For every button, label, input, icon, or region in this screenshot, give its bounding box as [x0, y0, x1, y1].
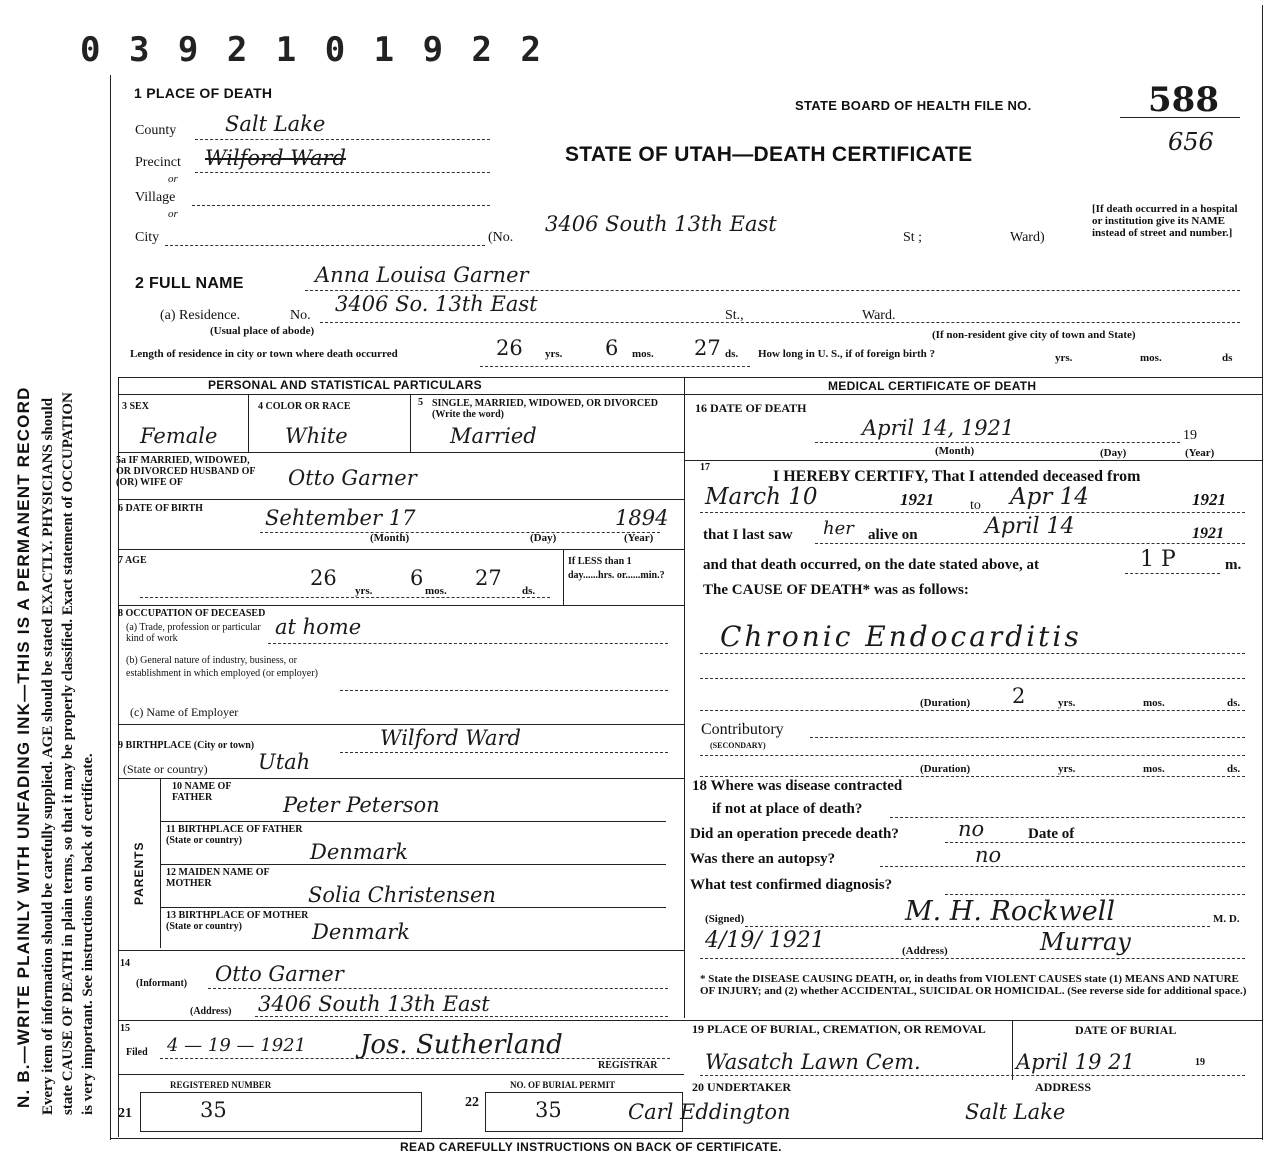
precinct-label: Precinct	[135, 155, 181, 170]
reg-number-value: 35	[200, 1098, 227, 1122]
village-label: Village	[135, 190, 176, 205]
length-ds: 27	[694, 336, 721, 360]
full-name-line	[305, 290, 1240, 291]
residence-st-label: St.,	[725, 308, 744, 323]
row-sex-bottom	[118, 452, 684, 453]
file-no-label: STATE BOARD OF HEALTH FILE NO.	[795, 98, 1032, 113]
cause-duration-yrs: 2	[1012, 684, 1026, 708]
occupation-c-label: (c) Name of Employer	[130, 705, 239, 719]
death-month-label: (Month)	[935, 445, 975, 457]
occupation-b-line	[340, 690, 668, 691]
secondary-label: (SECONDARY)	[710, 741, 766, 750]
last-saw-pronoun: her	[823, 518, 854, 539]
occupation-line	[268, 643, 668, 644]
burial-permit-label: NO. OF BURIAL PERMIT	[510, 1080, 616, 1090]
dob-year-label: (Year)	[624, 532, 654, 544]
informant-address-label: (Address)	[190, 1006, 232, 1017]
sex-value: Female	[140, 424, 218, 448]
filed-label: Filed	[126, 1047, 148, 1058]
length-yrs-label: yrs.	[545, 348, 563, 360]
footer-instructions: READ CAREFULLY INSTRUCTIONS ON BACK OF CERTIFICATE.	[400, 1140, 782, 1154]
age-label: 7 AGE	[118, 555, 147, 566]
death-m-label: m.	[1225, 557, 1242, 573]
length-line	[480, 366, 750, 367]
row-death-bottom	[684, 460, 1262, 461]
marital-label: SINGLE, MARRIED, WIDOWED, OR DIVORCED (Write the word)	[432, 398, 659, 420]
center-divider	[684, 378, 685, 1018]
spouse-label: 5a IF MARRIED, WIDOWED, OR DIVORCED HUSBAND OF (OR) WIFE OF	[116, 455, 256, 488]
burial-place-label: 19 PLACE OF BURIAL, CREMATION, OR REMOVAL	[692, 1022, 986, 1036]
date-of-death-19: 19	[1183, 428, 1197, 443]
length-mos-label: mos.	[632, 348, 654, 360]
frame-left	[110, 75, 111, 1140]
cause-line-2	[700, 678, 1245, 679]
attended-from-year: 1921	[900, 490, 934, 509]
or-label-1: or	[168, 173, 178, 185]
burial-divider	[1012, 1020, 1013, 1080]
contrib-duration-label: (Duration)	[920, 763, 971, 775]
mother-birthplace-value: Denmark	[312, 920, 410, 944]
hospital-note: [If death occurred in a hospital or institution give its NAME instead of street and number.]	[1092, 203, 1238, 239]
side-instructions-2: state CAUSE OF DEATH in plain terms, so that it may be properly classified. Exact statement of OCCUPATION	[60, 392, 76, 1115]
place-of-death-label: 1 PLACE OF DEATH	[134, 85, 273, 101]
not-at-place-label: if not at place of death?	[712, 801, 863, 817]
row-birthplace-bottom	[118, 778, 684, 779]
father-label: 10 NAME OF FATHER	[172, 781, 232, 803]
how-long-yrs: yrs.	[1055, 352, 1073, 364]
last-saw-date: April 14	[985, 514, 1075, 539]
md-label: M. D.	[1213, 913, 1240, 925]
autopsy-label: Was there an autopsy?	[690, 851, 836, 867]
county-label: County	[135, 123, 177, 138]
cause-ds-label: ds.	[1227, 697, 1241, 709]
precinct-line	[195, 172, 490, 173]
autopsy-value: no	[975, 843, 1002, 867]
burial-date-label: DATE OF BURIAL	[1075, 1023, 1177, 1037]
date-of-label: Date of	[1028, 826, 1075, 842]
row-filed-bottom	[118, 1074, 684, 1075]
father-birthplace-label: 11 BIRTHPLACE OF FATHER (State or country)	[166, 824, 303, 846]
birthplace-label: 9 BIRTHPLACE (City or town)	[118, 740, 255, 751]
birthplace-state-label: (State or country)	[123, 762, 208, 776]
test-line	[945, 894, 1245, 895]
alive-on-label: alive on	[868, 527, 918, 543]
physician-address: Murray	[1040, 928, 1131, 956]
burial-permit-value: 35	[535, 1098, 562, 1122]
row-informant-bottom	[118, 1020, 1262, 1021]
death-time: 1 P	[1140, 547, 1176, 572]
attended-from: March 10	[705, 484, 818, 510]
residence-line	[320, 322, 1240, 323]
certify-text: I HEREBY CERTIFY, That I attended deceased from	[773, 468, 1141, 485]
physician-signature: M. H. Rockwell	[905, 896, 1115, 927]
county-line	[195, 139, 490, 140]
burial-place-value: Wasatch Lawn Cem.	[705, 1050, 921, 1074]
age-yrs-label: yrs.	[355, 585, 373, 597]
how-long-ds: ds	[1222, 352, 1233, 364]
physician-address-label: (Address)	[902, 945, 948, 957]
signed-line	[745, 926, 1210, 927]
birthplace-city: Wilford Ward	[380, 726, 521, 750]
left-box-line	[118, 377, 119, 1137]
how-long-mos: mos.	[1140, 352, 1162, 364]
row-occupation-bottom	[118, 724, 684, 725]
dob-line	[260, 532, 660, 533]
father-birthplace-value: Denmark	[310, 840, 408, 864]
mother-birthplace-label: 13 BIRTHPLACE OF MOTHER (State or country)	[166, 910, 309, 932]
nonresident-label: (If non-resident give city of town and State)	[932, 329, 1136, 341]
age-divider	[563, 550, 564, 605]
contributory-label: Contributory	[701, 721, 784, 738]
registrar-label: REGISTRAR	[598, 1060, 658, 1071]
file-no: 588	[1148, 80, 1219, 120]
signed-label: (Signed)	[705, 913, 745, 925]
row-father-bp-bottom	[160, 864, 666, 865]
full-name-label: 2 FULL NAME	[135, 275, 244, 292]
informant-value: Otto Garner	[215, 962, 344, 986]
color-divider	[410, 395, 411, 452]
occupation-b-label: (b) General nature of industry, business, or establishment in which employed (or employer)	[126, 655, 318, 679]
physician-address-line	[700, 958, 1245, 959]
length-residence-label: Length of residence in city or town where death occurred	[130, 348, 398, 360]
city-label: City	[135, 230, 160, 245]
filed-date: 4 — 19 — 1921	[167, 1035, 307, 1056]
age-mos-label: mos.	[425, 585, 447, 597]
color-label: 4 COLOR OR RACE	[258, 401, 351, 412]
death-year-label: (Year)	[1185, 447, 1215, 459]
cause-mos-label: mos.	[1143, 697, 1165, 709]
certificate-title: STATE OF UTAH—DEATH CERTIFICATE	[565, 143, 973, 166]
city-no-label: (No.	[488, 230, 514, 245]
undertaker-label: 20 UNDERTAKER	[692, 1080, 792, 1094]
operation-label: Did an operation precede death?	[690, 826, 899, 842]
age-line	[140, 597, 550, 598]
burial-date-19: 19	[1195, 1057, 1205, 1068]
length-yrs: 26	[496, 336, 523, 360]
reg-number-box	[140, 1092, 422, 1132]
sex-divider	[248, 395, 249, 452]
where-contracted-line	[890, 817, 1245, 818]
sex-label: 3 SEX	[122, 401, 149, 412]
color-value: White	[285, 424, 348, 448]
parents-divider	[160, 778, 161, 948]
informant-line	[208, 988, 668, 989]
informant-label: (Informant)	[136, 978, 188, 989]
row-spouse-bottom	[118, 499, 684, 500]
occupation-value: at home	[275, 615, 362, 639]
last-saw-text: that I last saw	[703, 527, 793, 543]
residence-ward-label: Ward.	[862, 308, 896, 323]
row-father-bottom	[160, 821, 666, 822]
cause-label: The CAUSE OF DEATH* was as follows:	[703, 582, 969, 598]
file-no-line	[1120, 117, 1240, 118]
row-dob-bottom	[118, 549, 684, 550]
age-ds-label: ds.	[522, 585, 536, 597]
dob-day-label: (Day)	[530, 532, 557, 544]
informant-address-line	[255, 1016, 668, 1017]
county-value: Salt Lake	[225, 112, 326, 136]
attended-line	[700, 512, 1245, 513]
contrib-ds-label: ds.	[1227, 763, 1241, 775]
residence-label: (a) Residence.	[160, 308, 241, 323]
last-saw-year: 1921	[1192, 525, 1224, 542]
village-line	[192, 205, 490, 206]
date-of-death-value: April 14, 1921	[862, 416, 1015, 440]
father-value: Peter Peterson	[283, 793, 440, 817]
cause-duration-label: (Duration)	[920, 697, 971, 709]
burial-line	[700, 1075, 1245, 1076]
reg-number-num: 21	[118, 1106, 132, 1121]
age-yrs: 26	[310, 566, 337, 590]
side-instructions-1: Every item of information should be carefully supplied. AGE should be stated EXACTLY. PHYSICIANS should	[40, 397, 56, 1115]
attended-to: Apr 14	[1010, 484, 1089, 510]
cause-line-1	[700, 653, 1245, 654]
attended-to-label: to	[970, 498, 981, 513]
where-contracted-label: 18 Where was disease contracted	[692, 778, 903, 794]
age-mos: 6	[410, 566, 424, 590]
birthplace-line	[340, 752, 668, 753]
section-heading-line	[118, 394, 1262, 395]
death-occurred-text: and that death occurred, on the date stated above, at	[703, 557, 1039, 573]
contrib-yrs-label: yrs.	[1058, 763, 1076, 775]
city-line	[165, 245, 485, 246]
marital-num: 5	[418, 397, 423, 408]
birthplace-state: Utah	[258, 750, 311, 774]
contributory-line-1	[810, 737, 1245, 738]
cause-value: Chronic Endocarditis	[720, 620, 1082, 653]
cause-yrs-label: yrs.	[1058, 697, 1076, 709]
date-of-death-line	[815, 442, 1180, 443]
undertaker-address: Salt Lake	[965, 1100, 1066, 1124]
dob-month-day: Sehtember 17	[265, 506, 416, 530]
undertaker-address-label: ADDRESS	[1035, 1080, 1092, 1094]
row-mother-bottom	[160, 907, 666, 908]
contributory-line-2	[700, 755, 1245, 756]
full-name-value: Anna Louisa Garner	[315, 263, 529, 287]
age-less-label: If LESS than 1 day......hrs. or......min.?	[568, 556, 665, 581]
city-st-label: St ;	[903, 230, 923, 245]
burial-date-value: April 19 21	[1016, 1050, 1135, 1074]
test-label: What test confirmed diagnosis?	[690, 877, 893, 893]
undertaker-value: Carl Eddington	[628, 1100, 791, 1124]
file-no-extra: 656	[1168, 128, 1214, 156]
filed-num: 15	[120, 1023, 130, 1034]
occupation-label: 8 OCCUPATION OF DECEASED	[118, 608, 266, 619]
filed-line	[160, 1058, 670, 1059]
cause-footnote: * State the DISEASE CAUSING DEATH, or, in deaths from VIOLENT CAUSES state (1) MEANS AND NATURE OF INJURY; and (2) whether ACCIDENTAL, SUICIDAL OR HOMICIDAL. (See reverse side for additional space.)	[700, 973, 1247, 997]
cause-duration-line	[700, 710, 1245, 711]
side-warning: N. B.—WRITE PLAINLY WITH UNFADING INK—THIS IS A PERMANENT RECORD	[14, 386, 33, 1108]
registrar-signature: Jos. Sutherland	[360, 1030, 563, 1060]
city-ward-label: Ward)	[1010, 230, 1045, 245]
residence-value: 3406 So. 13th East	[335, 292, 538, 316]
how-long-label: How long in U. S., if of foreign birth ?	[758, 348, 936, 360]
death-time-line	[1125, 573, 1220, 574]
row-age-bottom	[118, 605, 684, 606]
row-mother-bp-bottom	[118, 950, 684, 951]
death-day-label: (Day)	[1100, 447, 1127, 459]
street-value: 3406 South 13th East	[545, 212, 777, 236]
occupation-a-label: (a) Trade, profession or particular kind of work	[126, 622, 261, 644]
precinct-value: Wilford Ward	[205, 146, 346, 170]
personal-heading: PERSONAL AND STATISTICAL PARTICULARS	[208, 378, 482, 392]
medical-heading: MEDICAL CERTIFICATE OF DEATH	[828, 379, 1037, 393]
frame-bottom	[110, 1138, 1262, 1139]
contrib-mos-label: mos.	[1143, 763, 1165, 775]
operation-value: no	[958, 817, 985, 841]
age-ds: 27	[475, 566, 502, 590]
marital-value: Married	[450, 424, 537, 448]
usual-abode-label: (Usual place of abode)	[210, 325, 315, 337]
attended-to-year: 1921	[1192, 490, 1226, 509]
length-ds-label: ds.	[725, 348, 739, 360]
frame-right	[1262, 5, 1263, 1140]
contrib-duration-line	[700, 776, 1245, 777]
spouse-value: Otto Garner	[288, 466, 417, 490]
date-of-death-label: 16 DATE OF DEATH	[695, 401, 807, 415]
dob-label: 6 DATE OF BIRTH	[118, 503, 203, 514]
last-saw-line	[815, 543, 1245, 544]
length-mos: 6	[605, 336, 619, 360]
mother-label: 12 MAIDEN NAME OF MOTHER	[166, 867, 270, 889]
certify-num: 17	[700, 462, 710, 473]
mother-value: Solia Christensen	[308, 883, 496, 907]
informant-address-value: 3406 South 13th East	[258, 992, 490, 1016]
signed-date: 4/19/ 1921	[705, 928, 825, 953]
residence-no-label: No.	[290, 308, 311, 323]
dob-month-label: (Month)	[370, 532, 410, 544]
burial-permit-num: 22	[465, 1095, 479, 1110]
or-label-2: or	[168, 208, 178, 220]
parents-label: PARENTS	[132, 841, 146, 905]
informant-num: 14	[120, 958, 130, 969]
reg-number-label: REGISTERED NUMBER	[170, 1080, 272, 1090]
autopsy-line	[880, 866, 1245, 867]
side-instructions-3: is very important. See instructions on back of certificate.	[80, 753, 96, 1115]
dob-year: 1894	[615, 506, 669, 530]
stamped-number: 0 3 9 2 1 0 1 9 2 2	[80, 30, 545, 70]
